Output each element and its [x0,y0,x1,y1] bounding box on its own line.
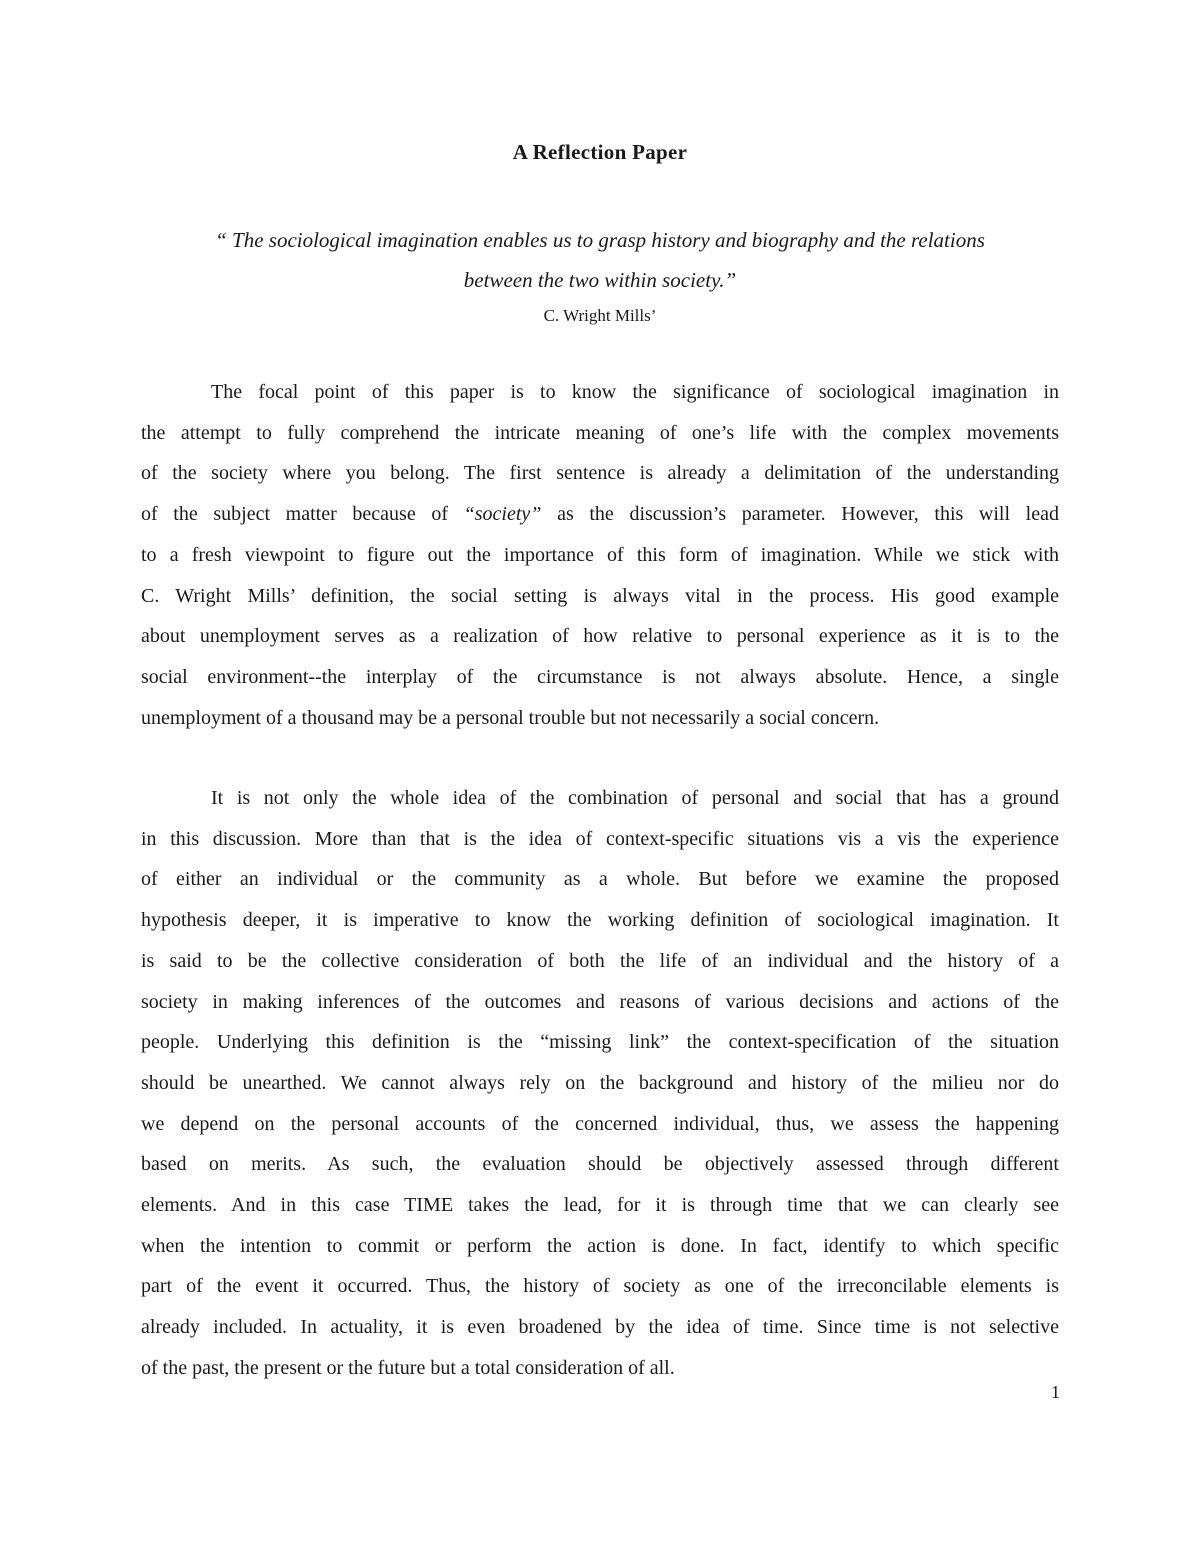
page-title: A Reflection Paper [512,140,688,164]
paragraph-line: based on merits. As such, the evaluation should be objectively assessed through different [141,1153,1059,1176]
quote-attribution: C. Wright Mills’ [543,306,657,325]
paragraph-line: The focal point of this paper is to know the significance of sociological imagination in [211,381,1059,403]
epigraph-quote-line: between the two within society.” [463,268,737,292]
paragraph-line: already included. In actuality, it is even broadened by the idea of time. Since time is not selective [141,1316,1059,1339]
paragraph-line: is said to be the collective consideration of both the life of an individual and the history of a [141,949,1059,972]
paragraph-line: C. Wright Mills’ definition, the social setting is always vital in the process. His good example [141,584,1059,607]
paragraph-line: we depend on the personal accounts of the concerned individual, thus, we assess the happening [141,1112,1059,1135]
paragraph-line: people. Underlying this definition is the “missing link” the context-specification of the situation [141,1031,1059,1054]
paragraph-line: of the past, the present or the future but a total consideration of all. [141,1356,675,1379]
body-paragraph-1 [141,372,1059,738]
emphasized-term: “society” [463,503,542,526]
paragraph-line: elements. And in this case TIME takes the lead, for it is through time that we can clearly see [141,1194,1059,1217]
paragraph-line: society in making inferences of the outcomes and reasons of various decisions and actions of the [141,990,1059,1013]
paragraph-line: should be unearthed. We cannot always rely on the background and history of the milieu nor do [141,1071,1059,1094]
paragraph-line: when the intention to commit or perform the action is done. In fact, identify to which specific [141,1234,1059,1257]
paragraph-line: It is not only the whole idea of the combination of personal and social that has a ground [211,787,1059,809]
paragraph-text: as the discussion’s parameter. However, this will lead [541,503,1059,526]
paragraph-line: to a fresh viewpoint to figure out the importance of this form of imagination. While we stick with [141,543,1059,566]
paragraph-line: part of the event it occurred. Thus, the history of society as one of the irreconcilable elements is [141,1275,1059,1298]
body-paragraph-2 [141,778,1059,1389]
paragraph-line: of either an individual or the community as a whole. But before we examine the proposed [141,868,1059,891]
paragraph-line: unemployment of a thousand may be a personal trouble but not necessarily a social concern. [141,706,880,729]
page-number: 1 [1051,1382,1060,1402]
paragraph-line: hypothesis deeper, it is imperative to know the working definition of sociological imagination. It [141,909,1059,932]
paragraph-line: about unemployment serves as a realization of how relative to personal experience as it is to the [141,625,1059,648]
paragraph-line [141,494,1059,535]
paragraph-line: the attempt to fully comprehend the intricate meaning of one’s life with the complex movements [141,421,1059,444]
paragraph-line: social environment--the interplay of the circumstance is not always absolute. Hence, a single [141,665,1059,688]
paragraph-line: of the society where you belong. The first sentence is already a delimitation of the understanding [141,462,1059,485]
epigraph-quote-line: “ The sociological imagination enables us to grasp history and biography and the relations [215,228,985,252]
paragraph-text: of the subject matter because of [141,503,464,526]
epigraph-quote [140,220,1060,300]
paragraph-line: in this discussion. More than that is the idea of context-specific situations vis a vis the experience [141,827,1059,850]
